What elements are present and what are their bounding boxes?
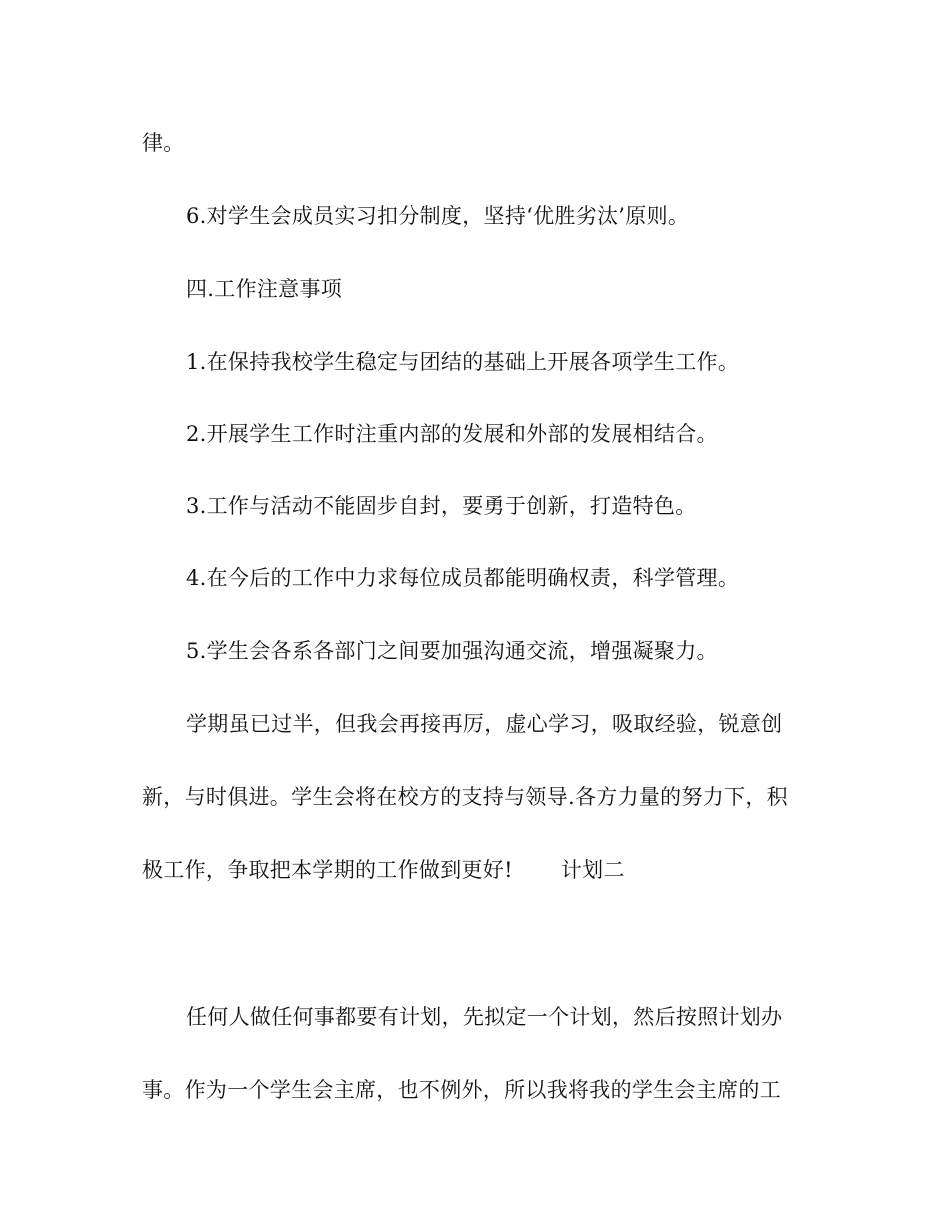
text-line: 6.对学生会成员实习扣分制度，坚持‘优胜劣汰’原则。 xyxy=(186,204,690,228)
paragraph-line: 学期虽已过半，但我会再接再厉，虚心学习，吸取经验，锐意创 xyxy=(186,712,783,736)
paragraph-line: 任何人做任何事都要有计划，先拟定一个计划，然后按照计划办 xyxy=(186,1005,783,1029)
paragraph-text: 极工作，争取把本学期的工作做到更好! xyxy=(142,858,513,882)
list-item: 5.学生会各系各部门之间要加强沟通交流，增强凝聚力。 xyxy=(186,639,718,663)
list-item: 1.在保持我校学生稳定与团结的基础上开展各项学生工作。 xyxy=(186,350,740,374)
plan-two-heading: 计划二 xyxy=(560,858,625,882)
list-item: 3.工作与活动不能固步自封，要勇于创新，打造特色。 xyxy=(186,494,697,518)
list-item: 2.开展学生工作时注重内部的发展和外部的发展相结合。 xyxy=(186,422,718,446)
paragraph-line: 事。作为一个学生会主席，也不例外，所以我将我的学生会主席的工 xyxy=(142,1078,781,1102)
paragraph-line xyxy=(142,858,822,882)
paragraph-line: 新，与时俱进。学生会将在校方的支持与领导.各方力量的努力下，积 xyxy=(142,785,788,809)
list-item: 4.在今后的工作中力求每位成员都能明确权责，科学管理。 xyxy=(186,566,740,590)
section-heading: 四.工作注意事项 xyxy=(186,277,343,301)
text-line: 律。 xyxy=(142,131,185,155)
